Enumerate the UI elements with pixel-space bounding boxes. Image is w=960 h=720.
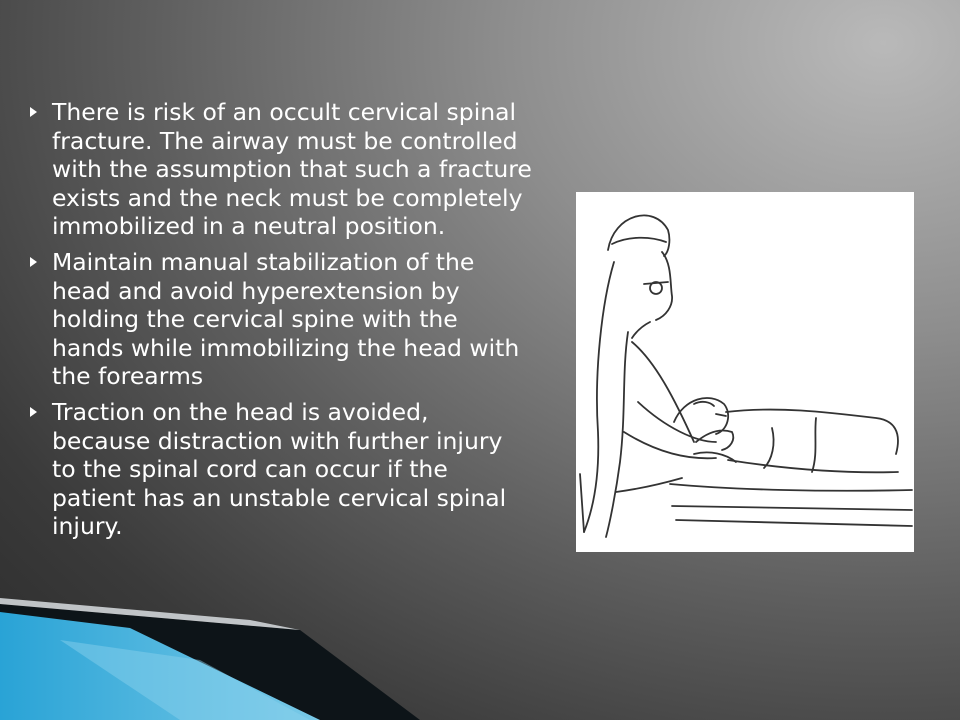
bullet-text: There is risk of an occult cervical spinal fracture. The airway must be controlled with the assumption that such a fracture exists and the neck must be completely immobilized in a neutral position. — [52, 98, 532, 241]
bullet-text: Maintain manual stabilization of the head and avoid hyperextension by holding the cervical spine with the hands while immobilizing the head with the forearms — [52, 247, 520, 391]
bullet-text: Traction on the head is avoided, because distraction with further injury to the spinal cord can occur if the patient has an unstable cervical spinal injury. — [52, 397, 507, 541]
